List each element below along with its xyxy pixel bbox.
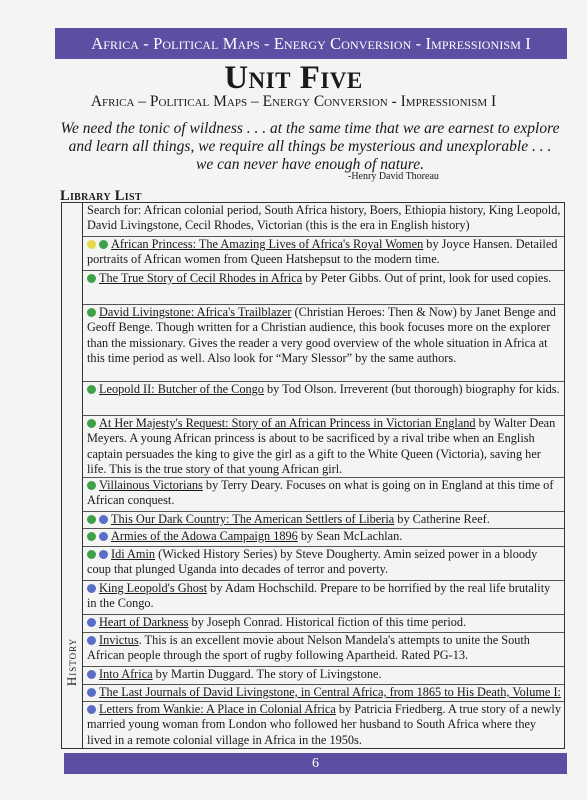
blue-dot-icon xyxy=(87,705,96,714)
blue-dot-icon xyxy=(99,532,108,541)
library-list-heading: Library List xyxy=(60,188,142,204)
green-dot-icon xyxy=(87,481,96,490)
green-dot-icon xyxy=(87,532,96,541)
book-description: by Joyce Hansen. Detailed portraits of African women from Queen Hatshepsut to the modern time. xyxy=(87,237,558,267)
blue-dot-icon xyxy=(87,636,96,645)
blue-dot-icon xyxy=(87,670,96,679)
blue-dot-icon xyxy=(99,515,108,524)
book-description: . This is an excellent movie about Nelson Mandela's attempts to unite the South African people through the sport of rugby following Apartheid. Rated PG-13. xyxy=(87,633,530,663)
green-dot-icon xyxy=(87,419,96,428)
book-entry xyxy=(83,270,564,304)
book-title[interactable]: This Our Dark Country: The American Settlers of Liberia xyxy=(111,512,395,526)
book-entry xyxy=(83,614,564,632)
book-description: by Peter Gibbs. Out of print, look for used copies. xyxy=(302,271,552,285)
book-title[interactable]: Villainous Victorians xyxy=(99,478,203,492)
search-terms-text: Search for: African colonial period, South Africa history, Boers, Ethiopia history, King Leopold, David Livingstone, Cecil Rhodes, Victorian (this is the era in English history) xyxy=(87,203,561,233)
green-dot-icon xyxy=(87,274,96,283)
book-title[interactable]: Leopold II: Butcher of the Congo xyxy=(99,382,264,396)
subject-label: History xyxy=(64,637,79,687)
book-description: by Catherine Reef. xyxy=(394,512,490,526)
book-description: by Sean McLachlan. xyxy=(297,529,403,543)
book-entry xyxy=(83,580,564,614)
book-title[interactable]: Idi Amin xyxy=(111,547,156,561)
book-entry xyxy=(83,304,564,381)
page-number: 6 xyxy=(312,756,319,771)
book-description: by Martin Duggard. The story of Livingstone. xyxy=(152,667,382,681)
book-entry xyxy=(83,701,564,748)
page-footer xyxy=(64,753,567,774)
blue-dot-icon xyxy=(87,688,96,697)
quote-attribution: -Henry David Thoreau xyxy=(348,171,439,182)
book-title[interactable]: Heart of Darkness xyxy=(99,615,189,629)
book-entry xyxy=(83,236,564,270)
search-terms xyxy=(83,203,564,236)
green-dot-icon xyxy=(99,240,108,249)
yellow-dot-icon xyxy=(87,240,96,249)
blue-dot-icon xyxy=(99,550,108,559)
book-description: by Joseph Conrad. Historical fiction of this time period. xyxy=(188,615,467,629)
green-dot-icon xyxy=(87,308,96,317)
book-entry xyxy=(83,415,564,477)
book-title[interactable]: Into Africa xyxy=(99,667,153,681)
book-title[interactable]: The True Story of Cecil Rhodes in Africa xyxy=(99,271,303,285)
subject-column xyxy=(62,203,83,748)
green-dot-icon xyxy=(87,385,96,394)
epigraph-quote: We need the tonic of wildness . . . at the same time that we are earnest to explore and learn all things, we require all things be mysterious and unexplorable . . . we can never have enough of nature. xyxy=(60,120,560,173)
book-description: by Tod Olson. Irreverent (but thorough) biography for kids. xyxy=(263,382,560,396)
book-description: by Patricia Friedberg. A true story of a newly married young woman from London who followed her husband to South Africa where they lived in a remote colonial village in Africa in the 1950s. xyxy=(87,702,561,747)
book-title[interactable]: King Leopold's Ghost xyxy=(99,581,208,595)
book-list xyxy=(83,203,564,748)
book-description: (Wicked History Series) by Steve Dougherty. Amin seized power in a bloody coup that plunged Uganda into decades of terror and poverty. xyxy=(87,547,538,577)
green-dot-icon xyxy=(87,515,96,524)
library-list-table xyxy=(61,202,565,749)
book-description: by Adam Hochschild. Prepare to be horrified by the real life brutality in the Congo. xyxy=(87,581,551,611)
book-title[interactable]: The Last Journals of David Livingstone, in Central Africa, from 1865 to His Death, Volume I: xyxy=(99,685,561,699)
book-description: by Terry Deary. Focuses on what is going on in England at this time of African conquest. xyxy=(87,478,554,508)
book-entry xyxy=(83,477,564,511)
blue-dot-icon xyxy=(87,618,96,627)
book-title[interactable]: Invictus xyxy=(99,633,139,647)
green-dot-icon xyxy=(87,550,96,559)
book-entry xyxy=(83,666,564,684)
book-title[interactable]: Letters from Wankie: A Place in Colonial Africa xyxy=(99,702,336,716)
book-title[interactable]: Armies of the Adowa Campaign 1896 xyxy=(111,529,298,543)
book-entry xyxy=(83,546,564,580)
page-subtitle: Africa – Political Maps – Energy Conversion - Impressionism I xyxy=(90,93,497,110)
book-entry xyxy=(83,528,564,546)
page-title: Unit Five xyxy=(224,60,363,96)
book-title[interactable]: David Livingstone: Africa's Trailblazer xyxy=(99,305,292,319)
blue-dot-icon xyxy=(87,584,96,593)
unit-banner: Africa - Political Maps - Energy Conversion - Impressionism I xyxy=(55,28,567,59)
book-entry xyxy=(83,511,564,528)
book-entry xyxy=(83,632,564,666)
book-entry xyxy=(83,381,564,415)
book-description: by Walter Dean Meyers. A young African princess is about to be sacrificed by a rival tribe when an English captain persuades the king to give the girl as a gift to the White Queen (Victoria), saving her life. This is the true story of that young African girl. xyxy=(87,416,556,477)
book-description: (Christian Heroes: Then & Now) by Janet Benge and Geoff Benge. Though written for a Christian audience, this book focuses more on the explorer than the missionary. Gives the reader a very good overview of the whole situation in Africa at this time period as well. Also look for “Mary Slessor” by the same authors. xyxy=(87,305,556,366)
book-entry xyxy=(83,684,564,701)
book-title[interactable]: African Princess: The Amazing Lives of Africa's Royal Women xyxy=(111,237,424,251)
book-title[interactable]: At Her Majesty's Request: Story of an African Princess in Victorian England xyxy=(99,416,476,430)
